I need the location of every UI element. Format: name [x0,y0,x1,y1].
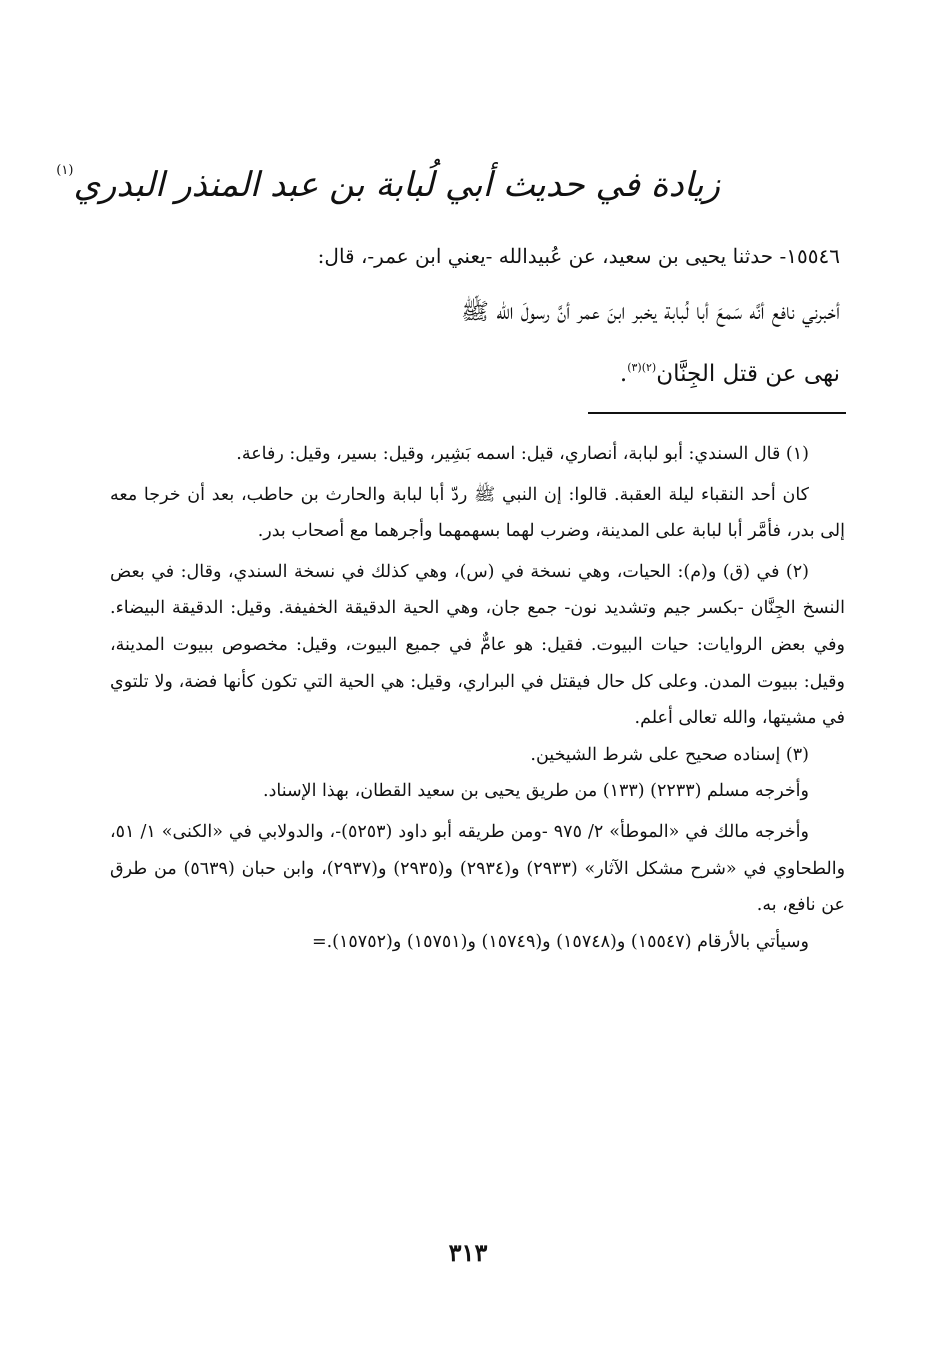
footnote-paragraph: وأخرجه مسلم (٢٢٣٣) (١٣٣) من طريق يحيى بن سعيد القطان، بهذا الإسناد. [263,781,809,802]
footnote-paragraph: وأخرجه مالك في «الموطأ» ٢/ ٩٧٥ -ومن طريقه أبو داود (٥٢٥٣)-، والدولابي في «الكنى» ١/ ٥١، والطحاوي في «شرح مشكل الآثار» (٢٩٣٣) و(٢٩٣٤) و(٢٩٣٥) و(٢٩٣٧)، وابن حبان (٥٦٣٩) من طرق عن نافع، به. [110,821,846,916]
footnotes [110,436,845,960]
page-number: ٣١٣ [448,1238,488,1267]
hadith-line-1: ١٥٥٤٦- حدثنا يحيى بن سعيد، عن عُبيدالله -يعني ابن عمر-، قال: [317,244,840,268]
hadith-line-3-text: نهى عن قتل الجِنَّان [656,361,840,387]
title-text: زيادة في حديث أبي لُبابة بن عبد المنذر البدري [73,165,720,205]
hadith-line-2: أخبرني نافع أنَّه سَمعَ أبا لُبابة يخبر ابنَ عمر أنَّ رسولَ الله ﷺ [461,299,840,325]
title-footnote-mark: (١) [56,163,74,178]
footnote-paragraph: (٢) في (ق) و(م): الحيات، وهي نسخة في (س)، وهي كذلك في نسخة السندي، وقال: في بعض النسخ الجِنَّان -بكسر جيم وتشديد نون- جمع جان، وهي الحية الدقيقة الخفيفة. وقيل: الدقيقة البيضاء. وفي بعض الروايات: حيات البيوت. فقيل: هو عامٌّ في جميع البيوت، وقيل: مخصوص ببيوت المدينة، وقيل: ببيوت المدن. وعلى كل حال فيقتل في البراري، وقيل: هي الحية التي تكون كأنها فضة، ولا تلتوي في مشيتها، والله تعالى أعلم. [110,561,845,729]
footnote-paragraph: وسيأتي بالأرقام (١٥٥٤٧) و(١٥٧٤٨) و(١٥٧٤٩) و(١٥٧٥١) و(١٥٧٥٢).= [311,931,809,952]
hadith-line-3-end: . [619,361,628,387]
hadith-line-3 [120,340,840,402]
footnote-divider [588,412,846,414]
footnote-paragraph: كان أحد النقباء ليلة العقبة. قالوا: إن النبي ﷺ ردّ أبا لبابة والحارث بن حاطب، بعد أن خرجا معه إلى بدر، فأمَّر أبا لبابة على المدينة، وضرب لهما بسهمهما وأجرهما مع أصحاب بدر. [110,484,845,542]
footnote-paragraph: (١) قال السندي: أبو لبابة، أنصاري، قيل: اسمه بَشِير، وقيل: بسير، وقيل: رفاعة. [236,444,809,464]
hadith-text [120,236,840,402]
footnote-paragraph: (٣) إسناده صحيح على شرط الشيخين. [530,744,809,765]
section-title [56,143,720,213]
hadith-footnote-marks: (٢)(٣) [627,361,657,374]
